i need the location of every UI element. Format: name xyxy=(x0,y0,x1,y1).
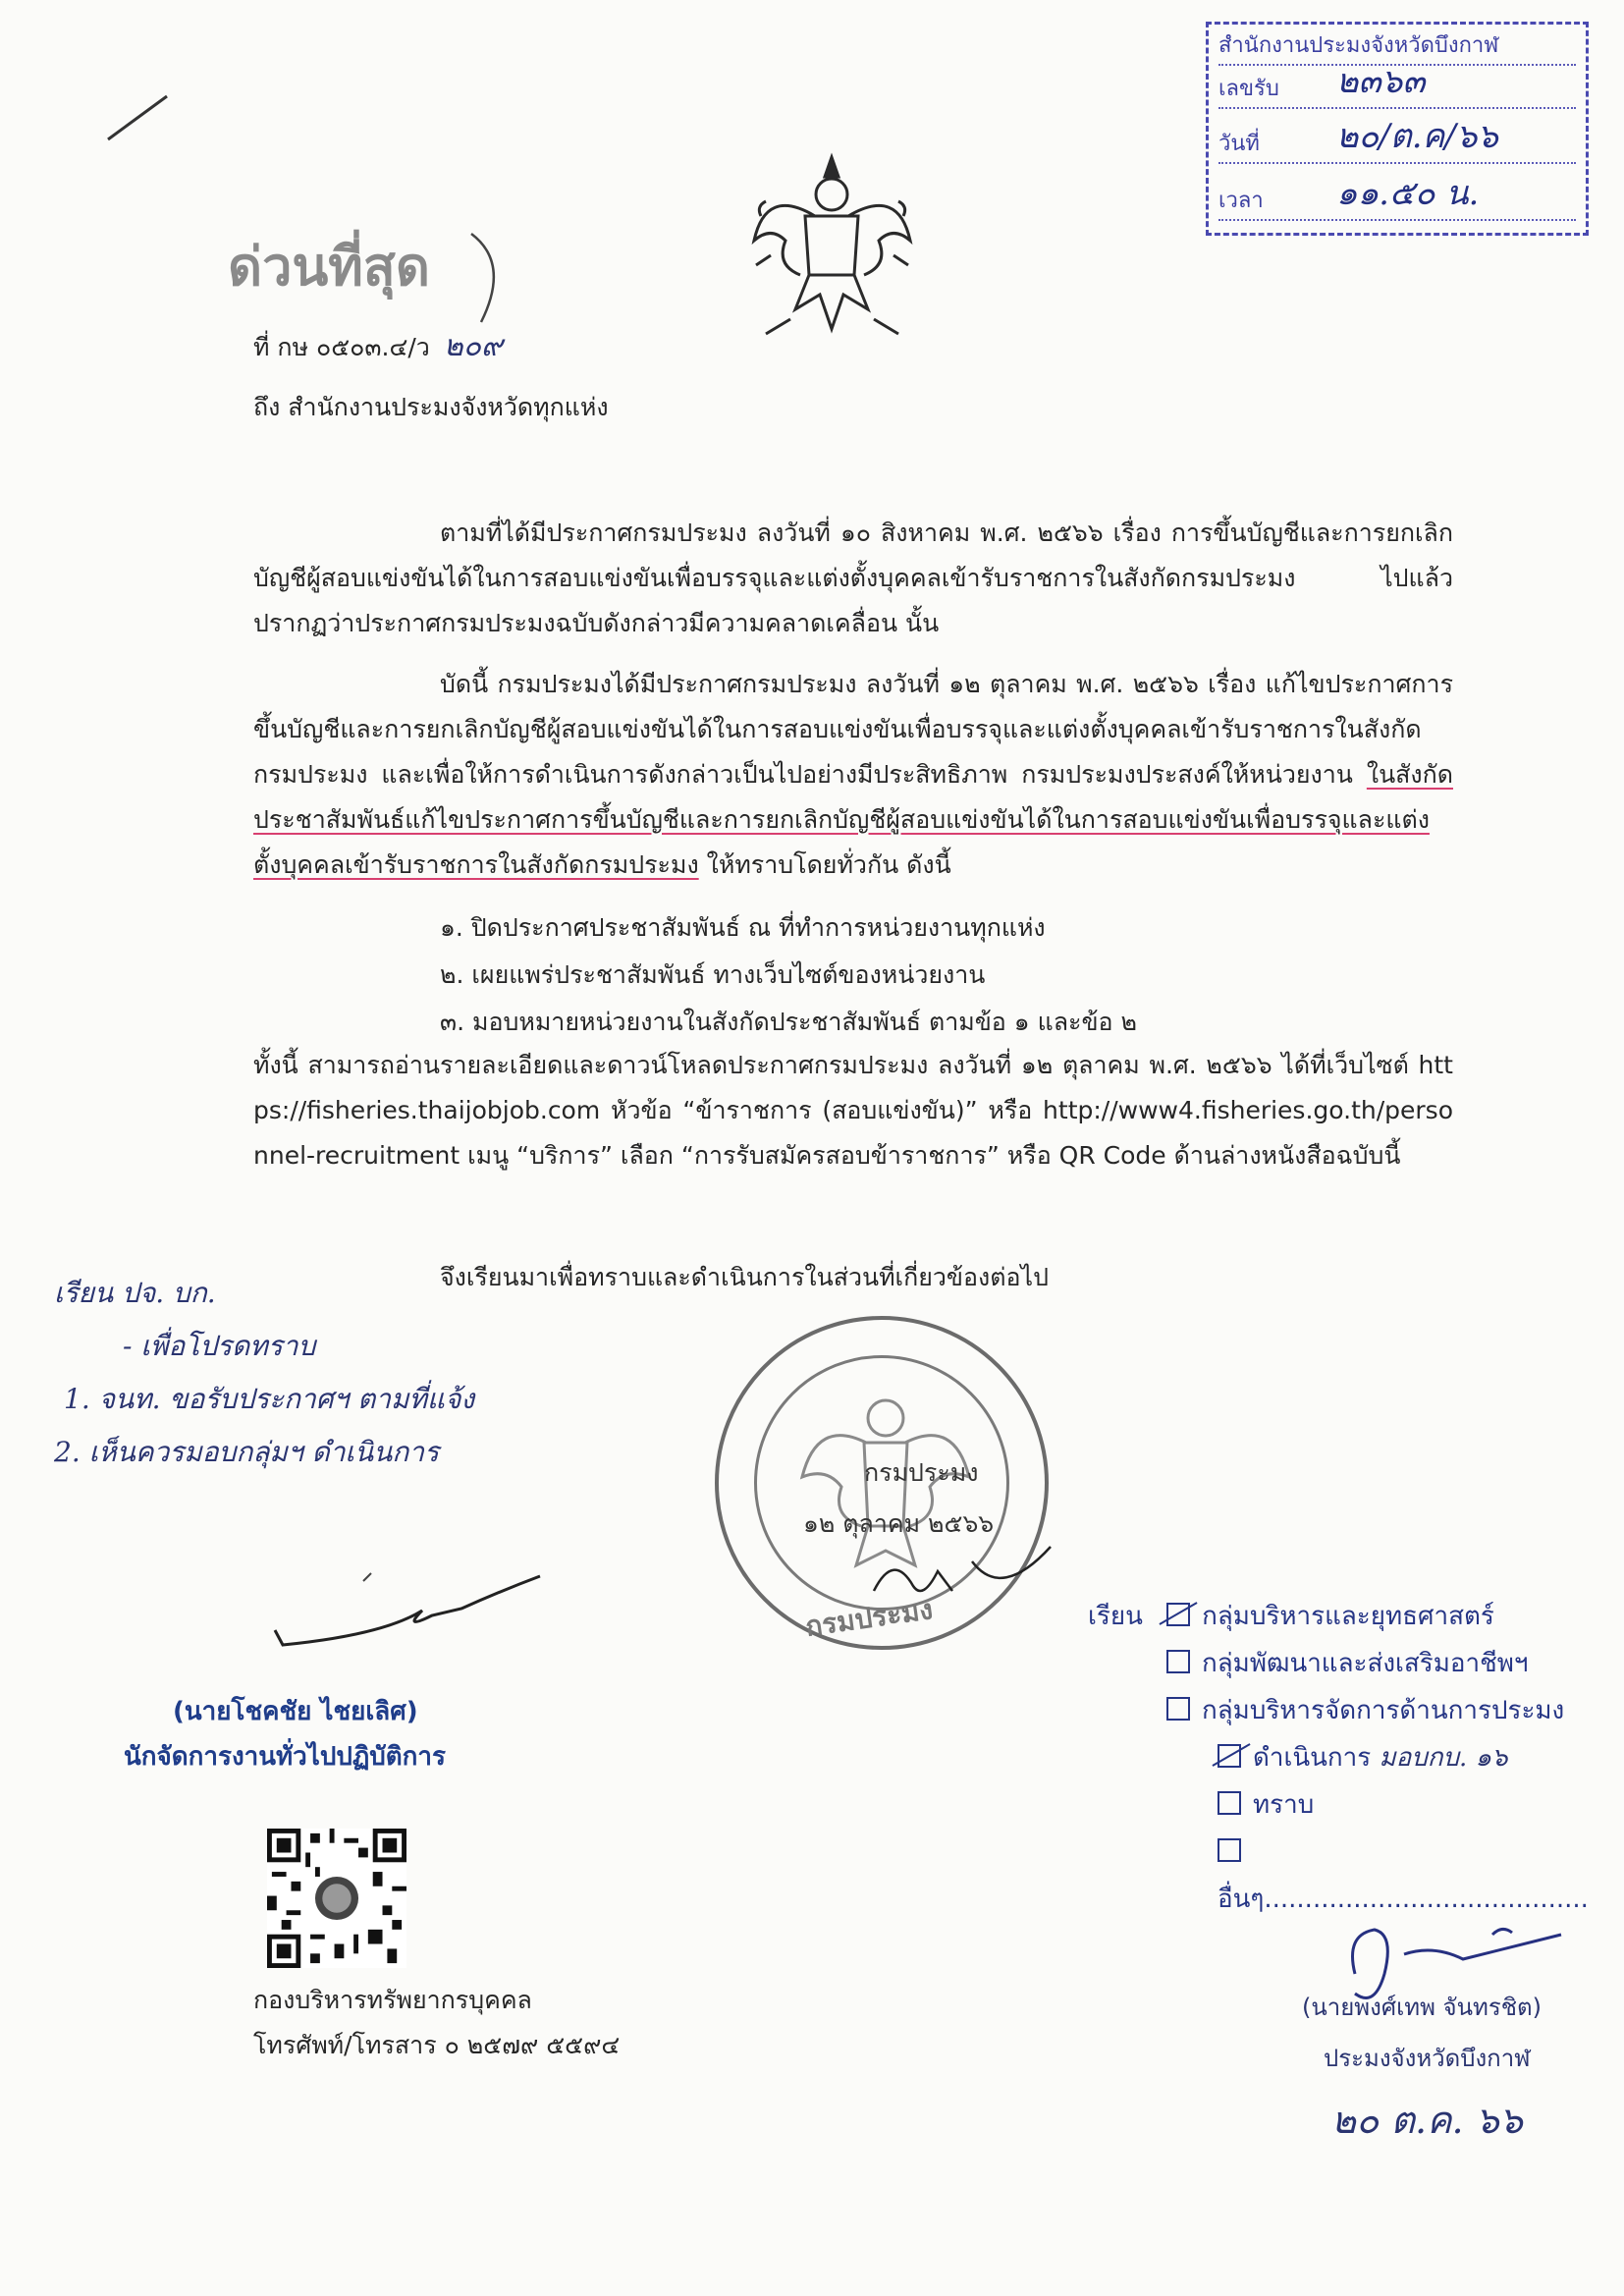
paragraph-2-part-a: บัดนี้ กรมประมงได้มีประกาศกรมประมง ลงวันที่ ๑๒ ตุลาคม พ.ศ. ๒๕๖๖ เรื่อง แก้ไขประกาศการขึ้นบัญชีและการยกเลิกบัญชีผู้สอบแข่งขันได้ในการสอบแข่งขันเพื่อบรรจุและแต่งตั้งบุคคลเข้ารับราชการในสังกัดกรมประมง และเพื่อให้การดำเนินการดังกล่าวเป็นไปอย่างมีประสิทธิภาพ กรมประมงประสงค์ให้หน่วยงาน xyxy=(253,670,1453,789)
receive-stamp-number-value: ๒๓๖๓ xyxy=(1336,62,1426,101)
paragraph-3: ทั้งนี้ สามารถอ่านรายละเอียดและดาวน์โหลดประกาศกรมประมง ลงวันที่ ๑๒ ตุลาคม พ.ศ. ๒๕๖๖ ได้ที่เว็บไซต์ https://fisheries.thaijobjob.com หัวข้อ “ข้าราชการ (สอบแข่งขัน)” หรือ http://www4.fisheries.go.th/personnel-recruitment เมนู “บริการ” เลือก “การรับสมัครสอบข้าราชการ” หรือ QR Code ด้านล่างหนังสือฉบับนี้ xyxy=(253,1051,1453,1170)
routing-option-4: ดำเนินการ xyxy=(1253,1743,1372,1773)
seal-dept-name: กรมประมง xyxy=(864,1458,979,1487)
provincial-signatory-name: (นายพงศ์เทพ จันทรชิต) xyxy=(1302,1994,1542,2021)
routing-checkbox-5[interactable] xyxy=(1218,1791,1241,1815)
receive-stamp-date-value: ๒๐/ต.ค/๖๖ xyxy=(1336,117,1498,156)
doc-number xyxy=(253,324,503,370)
routing-row-1 xyxy=(1088,1593,1598,1640)
receive-stamp-date-row xyxy=(1218,117,1576,164)
receive-stamp-office: สำนักงานประมงจังหวัดบึงกาฬ xyxy=(1218,33,1499,58)
seal-date: ๑๒ ตุลาคม ๒๕๖๖ xyxy=(803,1509,995,1538)
doc-number-text: ที่ กษ ๐๕๐๓.๔/ว xyxy=(253,333,430,361)
receive-stamp-number-row xyxy=(1218,62,1576,109)
to-line: ถึง สำนักงานประมงจังหวัดทุกแห่ง xyxy=(253,393,609,421)
footer-phone: โทรศัพท์/โทรสาร ๐ ๒๕๗๙ ๕๕๙๔ xyxy=(253,2031,621,2059)
seal-signature-scribble xyxy=(864,1542,1060,1611)
paragraph-2 xyxy=(253,662,1453,888)
footer-division: กองบริหารทรัพยากรบุคคล xyxy=(253,1986,532,2014)
receive-stamp-number-label: เลขรับ xyxy=(1218,77,1279,101)
signature-choakchai xyxy=(265,1561,550,1660)
routing-block xyxy=(1088,1593,1598,1923)
routing-checkbox-6[interactable] xyxy=(1218,1838,1241,1862)
routing-option-2: กลุ่มพัฒนาและส่งเสริมอาชีพฯ xyxy=(1202,1649,1529,1678)
handwritten-note-line-2: - เพื่อโปรดทราบ xyxy=(123,1330,316,1362)
paragraph-2-part-c: ให้ทราบโดยทั่วกัน ดังนี้ xyxy=(706,850,951,879)
provincial-signatory-position: ประมงจังหวัดบึงกาฬ xyxy=(1324,2045,1531,2072)
pen-stroke-mark xyxy=(98,88,177,147)
paragraph-1: ตามที่ได้มีประกาศกรมประมง ลงวันที่ ๑๐ สิงหาคม พ.ศ. ๒๕๖๖ เรื่อง การขึ้นบัญชีและการยกเลิกบัญชีผู้สอบแข่งขันได้ในการสอบแข่งขันเพื่อบรรจุและแต่งตั้งบุคคลเข้ารับราชการในสังกัดกรมประมง ไปแล้ว ปรากฏว่าประกาศกรมประมงฉบับดังกล่าวมีความคลาดเคลื่อน นั้น xyxy=(253,519,1453,637)
garuda-emblem xyxy=(746,147,918,339)
qr-code[interactable] xyxy=(267,1829,406,1968)
urgency-initial-mark xyxy=(461,224,520,332)
signatory-position: นักจัดการงานทั่วไปปฏิบัติการ xyxy=(124,1742,446,1772)
routing-option-5: ทราบ xyxy=(1253,1790,1315,1820)
signatory-name: (นายโชคชัย ไชยเลิศ) xyxy=(173,1697,418,1726)
routing-row-5 xyxy=(1088,1781,1598,1829)
closing-line: จึงเรียนมาเพื่อทราบและดำเนินการในส่วนที่เกี่ยวข้องต่อไป xyxy=(440,1263,1049,1291)
routing-handwritten-action: มอบกบ. ๑๖ xyxy=(1379,1743,1508,1773)
routing-checkbox-3[interactable] xyxy=(1166,1697,1190,1721)
routing-checkbox-2[interactable] xyxy=(1166,1650,1190,1673)
handwritten-note-line-4: 2. เห็นควรมอบกลุ่มฯ ดำเนินการ xyxy=(54,1436,439,1468)
routing-option-3: กลุ่มบริหารจัดการด้านการประมง xyxy=(1202,1696,1565,1725)
list-item-2: ๒. เผยแพร่ประชาสัมพันธ์ ทางเว็บไซต์ของหน่วยงาน xyxy=(440,960,986,989)
routing-checkbox-1[interactable] xyxy=(1166,1603,1190,1626)
routing-checkbox-4[interactable] xyxy=(1218,1744,1241,1768)
routing-option-1: กลุ่มบริหารและยุทธศาสตร์ xyxy=(1202,1602,1494,1631)
receive-stamp xyxy=(1206,22,1589,236)
handwritten-note-line-3: 1. จนท. ขอรับประกาศฯ ตามที่แจ้ง xyxy=(64,1383,475,1415)
urgency-label: ด่วนที่สุด xyxy=(228,236,430,298)
routing-row-6 xyxy=(1088,1829,1598,1923)
list-item-1: ๑. ปิดประกาศประชาสัมพันธ์ ณ ที่ทำการหน่วยงานทุกแห่ง xyxy=(440,913,1046,942)
provincial-handwritten-date: ๒๐ ต.ค. ๖๖ xyxy=(1331,2099,1523,2142)
seal-ring-text: กรมประมง xyxy=(803,1593,936,1643)
receive-stamp-time-value: ๑๑.๕๐ น. xyxy=(1336,174,1480,213)
handwritten-note xyxy=(54,1267,761,1479)
routing-row-2 xyxy=(1088,1640,1598,1687)
receive-stamp-time-row xyxy=(1218,174,1576,221)
routing-option-6: อื่นๆ........................................ xyxy=(1218,1885,1589,1914)
routing-row-3 xyxy=(1088,1687,1598,1734)
routing-row-4 xyxy=(1088,1734,1598,1781)
receive-stamp-time-label: เวลา xyxy=(1218,189,1264,213)
routing-prefix: เรียน xyxy=(1088,1602,1143,1631)
doc-number-handwritten: ๒๐๙ xyxy=(443,329,503,363)
paragraph-2-underlined: ในสังกัดประชาสัมพันธ์แก้ไขประกาศการขึ้นบัญชีและการยกเลิกบัญชีผู้สอบแข่งขันได้ในการสอบแข่งขันเพื่อบรรจุและแต่งตั้งบุคคลเข้ารับราชการในสังกัดกรมประมง xyxy=(253,760,1453,879)
receive-stamp-date-label: วันที่ xyxy=(1218,132,1260,156)
list-item-3: ๓. มอบหมายหน่วยงานในสังกัดประชาสัมพันธ์ ตามข้อ ๑ และข้อ ๒ xyxy=(440,1008,1137,1036)
handwritten-note-line-1: เรียน ปจ. บก. xyxy=(54,1277,216,1309)
